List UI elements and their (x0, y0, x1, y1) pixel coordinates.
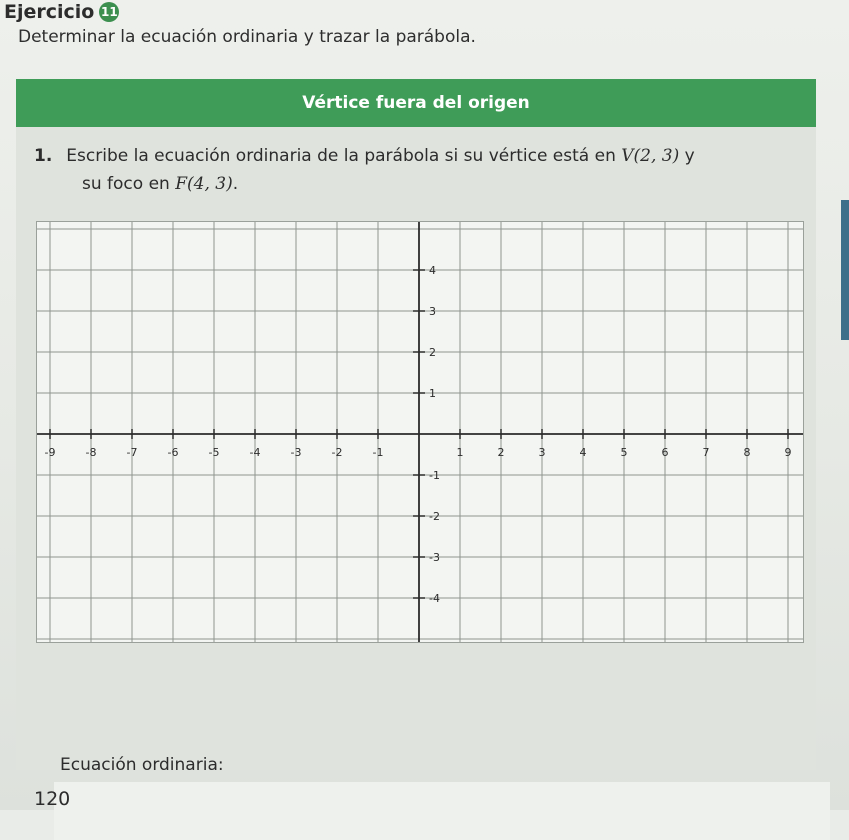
problem-text-part-c: su foco en (82, 174, 176, 194)
grid-svg (37, 222, 803, 642)
x-axis-tick-label: 7 (702, 446, 710, 459)
x-axis-tick-label: -5 (208, 446, 220, 459)
problem-number: 1. (34, 146, 53, 166)
y-axis-tick-label: -4 (429, 592, 440, 605)
x-axis-tick-label: 5 (620, 446, 628, 459)
exercise-title: Ejercicio (4, 1, 95, 23)
x-axis-tick-label: -4 (249, 446, 261, 459)
x-axis-tick-label: 9 (784, 446, 792, 459)
x-axis-tick-label: 6 (661, 446, 669, 459)
focus-label: F(4, 3) (175, 174, 233, 194)
x-axis-tick-label: -6 (167, 446, 179, 459)
x-axis-tick-label: 3 (538, 446, 546, 459)
x-axis-tick-label: -9 (44, 446, 56, 459)
answer-input-area[interactable] (54, 782, 830, 840)
x-axis-tick-label: 1 (456, 446, 464, 459)
problem-statement (34, 142, 794, 198)
answer-label: Ecuación ordinaria: (60, 755, 224, 775)
y-axis-tick-label: -2 (429, 510, 440, 523)
x-axis-tick-label: -8 (85, 446, 97, 459)
page-number: 120 (34, 788, 71, 810)
x-axis-tick-label: 2 (497, 446, 505, 459)
vertex-label: V(2, 3) (621, 146, 680, 166)
y-axis-tick-label: 4 (429, 264, 436, 277)
exercise-header (4, 0, 119, 24)
y-axis-tick-label: 1 (429, 387, 436, 400)
exercise-instruction: Determinar la ecuación ordinaria y trazar la parábola. (18, 27, 476, 47)
x-axis-tick-label: 8 (743, 446, 751, 459)
problem-text-part-d: . (232, 174, 239, 194)
x-axis-tick-label: -7 (126, 446, 138, 459)
y-axis-tick-label: -3 (429, 551, 440, 564)
problem-text-part-a: Escribe la ecuación ordinaria de la parábola si su vértice está en (66, 146, 622, 166)
section-header (16, 79, 816, 127)
x-axis-tick-label: -3 (290, 446, 302, 459)
x-axis-tick-label: 4 (579, 446, 587, 459)
y-axis-tick-label: 2 (429, 346, 436, 359)
y-axis-tick-label: -1 (429, 469, 440, 482)
problem-text-part-b: y (679, 146, 695, 166)
y-axis-tick-label: 3 (429, 305, 436, 318)
x-axis-tick-label: -2 (331, 446, 343, 459)
adjacent-page-edge (841, 200, 849, 340)
x-axis-tick-label: -1 (372, 446, 384, 459)
exercise-number-badge: 11 (99, 2, 119, 22)
section-title: Vértice fuera del origen (302, 93, 530, 113)
cartesian-plane[interactable] (36, 221, 804, 643)
